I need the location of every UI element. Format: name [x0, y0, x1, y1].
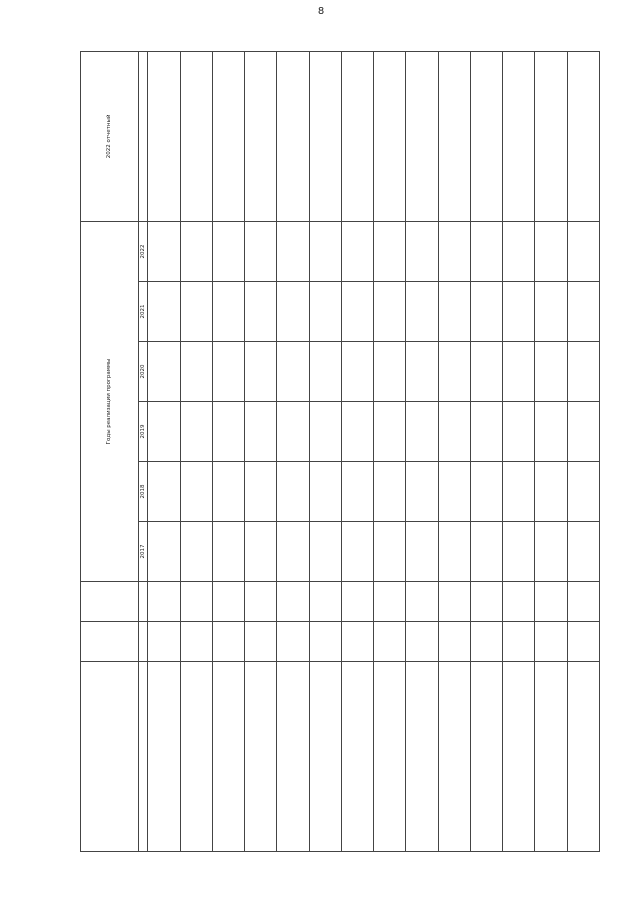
row-value-cell [148, 342, 180, 402]
row-value-cell [212, 342, 244, 402]
row-value-cell [212, 221, 244, 281]
row-unit-cell [470, 622, 502, 662]
row-unit-cell [148, 622, 180, 662]
header-final: 2022 отчетный [81, 51, 139, 221]
row-value-cell [503, 51, 535, 221]
row-value-cell [341, 342, 373, 402]
row-value-cell [309, 282, 341, 342]
row-value-cell [245, 522, 277, 582]
page-number: 8 [317, 6, 325, 17]
table-row [503, 51, 535, 851]
table-row [438, 51, 470, 851]
row-value-cell [406, 462, 438, 522]
row-value-cell [438, 342, 470, 402]
table-row [406, 51, 438, 851]
header-year: 2018 [139, 462, 148, 522]
row-value-cell [374, 51, 406, 221]
row-value-cell [406, 402, 438, 462]
row-value-cell [503, 342, 535, 402]
row-unit-cell [341, 622, 373, 662]
row-value-cell [277, 462, 309, 522]
row-value-cell [212, 282, 244, 342]
header-blank-1 [139, 662, 148, 852]
header-year: 2017 [139, 522, 148, 582]
table-row [309, 51, 341, 851]
row-value-cell [406, 342, 438, 402]
row-value-cell [341, 282, 373, 342]
row-value-cell [406, 582, 438, 622]
header-unit [81, 622, 139, 662]
row-value-cell [567, 221, 599, 281]
row-value-cell [535, 221, 567, 281]
table-row [374, 51, 406, 851]
row-value-cell [406, 51, 438, 221]
row-value-cell [309, 522, 341, 582]
row-value-cell [277, 582, 309, 622]
row-value-cell [470, 342, 502, 402]
table-header-row [81, 51, 139, 851]
row-value-cell [535, 51, 567, 221]
row-value-cell [535, 462, 567, 522]
row-value-cell [535, 282, 567, 342]
table-row [470, 51, 502, 851]
row-value-cell [567, 402, 599, 462]
row-value-cell [341, 221, 373, 281]
row-value-cell [180, 282, 212, 342]
row-value-cell [438, 221, 470, 281]
row-value-cell [341, 522, 373, 582]
row-value-cell [148, 582, 180, 622]
row-value-cell [245, 462, 277, 522]
table-row [180, 51, 212, 851]
row-value-cell [406, 282, 438, 342]
row-value-cell [438, 582, 470, 622]
header-blank-4 [139, 51, 148, 221]
row-value-cell [535, 582, 567, 622]
table-row [245, 51, 277, 851]
header-year: 2021 [139, 282, 148, 342]
row-unit-cell [309, 622, 341, 662]
row-value-cell [374, 402, 406, 462]
row-value-cell [180, 221, 212, 281]
row-name-cell [341, 662, 373, 852]
row-unit-cell [180, 622, 212, 662]
row-value-cell [245, 402, 277, 462]
row-value-cell [470, 51, 502, 221]
row-unit-cell [374, 622, 406, 662]
table-row [212, 51, 244, 851]
row-unit-cell [503, 622, 535, 662]
row-value-cell [503, 282, 535, 342]
row-value-cell [503, 462, 535, 522]
row-value-cell [535, 342, 567, 402]
table-row [341, 51, 373, 851]
row-value-cell [277, 402, 309, 462]
table-row [277, 51, 309, 851]
row-value-cell [309, 582, 341, 622]
row-value-cell [341, 51, 373, 221]
row-name-cell [535, 662, 567, 852]
program-table [80, 51, 600, 852]
row-value-cell [148, 221, 180, 281]
row-value-cell [438, 462, 470, 522]
header-blank-2 [139, 622, 148, 662]
row-value-cell [406, 522, 438, 582]
row-name-cell [245, 662, 277, 852]
row-value-cell [438, 282, 470, 342]
row-name-cell [180, 662, 212, 852]
row-value-cell [212, 582, 244, 622]
row-value-cell [438, 51, 470, 221]
row-value-cell [148, 51, 180, 221]
row-unit-cell [535, 622, 567, 662]
header-year: 2020 [139, 342, 148, 402]
row-value-cell [148, 402, 180, 462]
header-program-years: Годы реализации программы [81, 221, 139, 581]
row-value-cell [470, 282, 502, 342]
row-value-cell [245, 51, 277, 221]
row-value-cell [503, 522, 535, 582]
row-name-cell [309, 662, 341, 852]
row-value-cell [180, 51, 212, 221]
row-value-cell [245, 582, 277, 622]
row-value-cell [535, 402, 567, 462]
row-value-cell [148, 462, 180, 522]
table-row [535, 51, 567, 851]
row-value-cell [180, 402, 212, 462]
row-value-cell [180, 462, 212, 522]
row-name-cell [374, 662, 406, 852]
row-value-cell [470, 221, 502, 281]
row-unit-cell [277, 622, 309, 662]
row-value-cell [503, 221, 535, 281]
table-year-row [139, 51, 148, 851]
row-name-cell [470, 662, 502, 852]
row-value-cell [438, 522, 470, 582]
row-value-cell [309, 221, 341, 281]
row-value-cell [277, 221, 309, 281]
row-value-cell [567, 582, 599, 622]
row-value-cell [148, 522, 180, 582]
row-value-cell [212, 51, 244, 221]
row-value-cell [277, 342, 309, 402]
row-value-cell [277, 51, 309, 221]
header-year: 2019 [139, 402, 148, 462]
table-row [148, 51, 180, 851]
row-name-cell [406, 662, 438, 852]
row-value-cell [309, 342, 341, 402]
row-value-cell [374, 282, 406, 342]
row-value-cell [535, 522, 567, 582]
row-value-cell [277, 282, 309, 342]
row-value-cell [212, 402, 244, 462]
row-value-cell [470, 462, 502, 522]
row-value-cell [245, 282, 277, 342]
row-unit-cell [438, 622, 470, 662]
row-value-cell [470, 522, 502, 582]
row-unit-cell [245, 622, 277, 662]
row-value-cell [567, 462, 599, 522]
row-value-cell [148, 282, 180, 342]
row-value-cell [309, 51, 341, 221]
rotated-table-container [80, 52, 600, 852]
header-base [81, 582, 139, 622]
row-value-cell [341, 402, 373, 462]
row-value-cell [341, 462, 373, 522]
table-body [148, 51, 600, 851]
row-value-cell [567, 282, 599, 342]
row-name-cell [567, 662, 599, 852]
row-value-cell [374, 522, 406, 582]
row-name-cell [503, 662, 535, 852]
row-name-cell [148, 662, 180, 852]
row-value-cell [567, 342, 599, 402]
row-value-cell [180, 342, 212, 402]
row-value-cell [309, 402, 341, 462]
row-value-cell [180, 522, 212, 582]
row-name-cell [277, 662, 309, 852]
row-value-cell [567, 522, 599, 582]
row-value-cell [438, 402, 470, 462]
header-year: 2022 [139, 221, 148, 281]
row-value-cell [309, 462, 341, 522]
header-blank-3 [139, 582, 148, 622]
row-value-cell [406, 221, 438, 281]
row-value-cell [374, 462, 406, 522]
row-value-cell [180, 582, 212, 622]
row-value-cell [470, 402, 502, 462]
row-value-cell [212, 522, 244, 582]
row-unit-cell [212, 622, 244, 662]
row-value-cell [567, 51, 599, 221]
row-unit-cell [567, 622, 599, 662]
row-value-cell [212, 462, 244, 522]
row-value-cell [374, 342, 406, 402]
row-value-cell [245, 342, 277, 402]
row-value-cell [374, 221, 406, 281]
row-value-cell [341, 582, 373, 622]
row-value-cell [470, 582, 502, 622]
row-value-cell [277, 522, 309, 582]
row-value-cell [245, 221, 277, 281]
row-value-cell [503, 402, 535, 462]
row-name-cell [212, 662, 244, 852]
table-row [567, 51, 599, 851]
row-unit-cell [406, 622, 438, 662]
row-value-cell [374, 582, 406, 622]
row-name-cell [438, 662, 470, 852]
header-name [81, 662, 139, 852]
row-value-cell [503, 582, 535, 622]
